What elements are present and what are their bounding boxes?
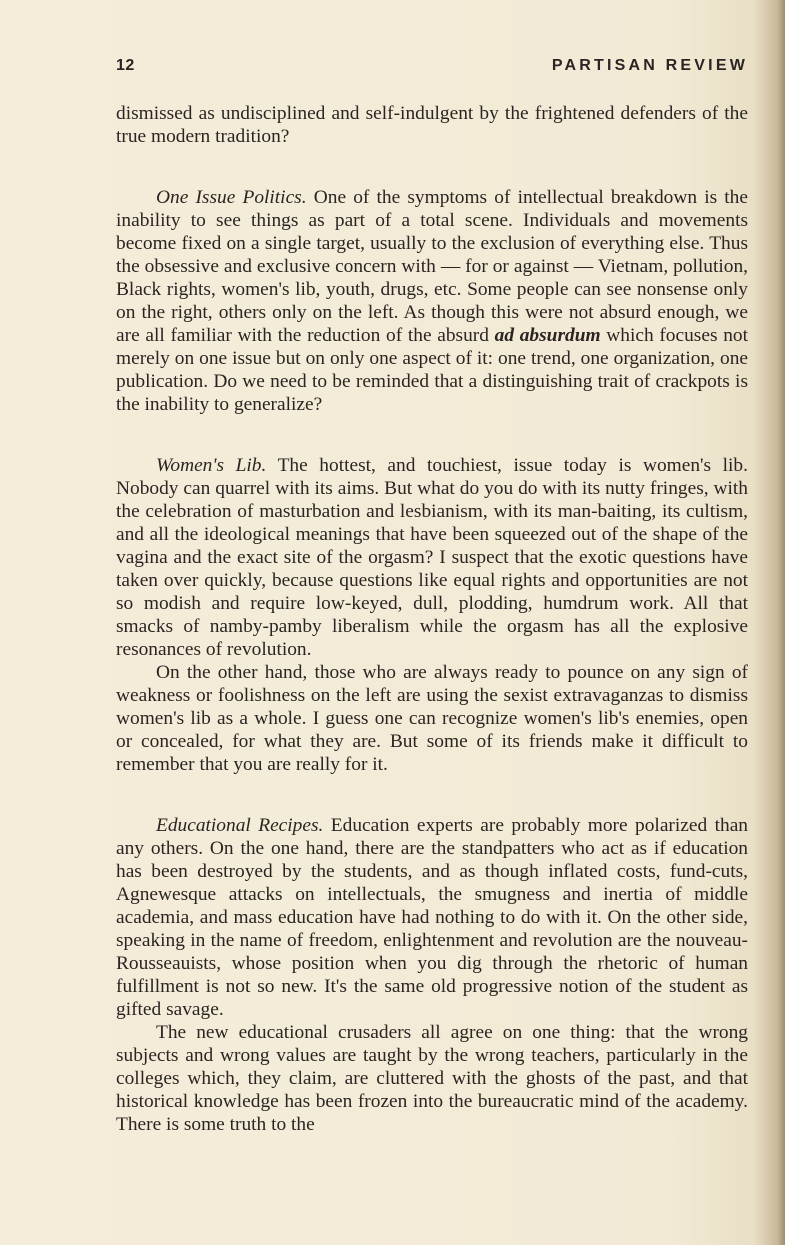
- text-run: which focuses not merely on one issue but on only one aspect of it: one trend, one organization, one publication. Do we need to be reminded that a distinguishing trait of crackpots is the inability to generalize?: [116, 325, 748, 415]
- section-paragraph: [116, 661, 748, 776]
- text-run: The hottest, and touchiest, issue today is women's lib. Nobody can quarrel with its aims. But what do you do with its nutty fringes, with the celebration of masturbation and lesbianism, with its man-baiting, its cultism, and all the ideological meanings that have been squeezed out of the shape of the vagina and the exact site of the orgasm? I suspect that the exotic questions have taken over quickly, because questions like equal rights and opportunities are not so modish and require low-keyed, dull, plodding, humdrum work. All that smacks of namby-pamby liberalism while the orgasm has all the explosive resonances of revolution.: [116, 455, 748, 660]
- section-educational-recipes: [116, 814, 748, 1136]
- section-paragraph: [116, 1021, 748, 1136]
- lead-paragraph: dismissed as undisciplined and self-indulgent by the frightened defenders of the true modern tradition?: [116, 103, 748, 147]
- text-run: The new educational crusaders all agree on one thing: that the wrong subjects and wrong values are taught by the wrong teachers, particularly in the colleges which, they claim, are cluttered with the ghosts of the past, and that historical knowledge has been frozen into the bureaucratic mind of the academy. There is some truth to the: [116, 1022, 748, 1135]
- section-title: Educational Recipes.: [156, 815, 324, 836]
- text-run: On the other hand, those who are always ready to pounce on any sign of weakness or foolishness on the left are using the sexist extravaganzas to dismiss women's lib as a whole. I guess one can recognize women's lib's enemies, open or concealed, for what they are. But some of its friends make it difficult to remember that you are really for it.: [116, 662, 748, 775]
- section-paragraph: [116, 814, 748, 1021]
- section-title: One Issue Politics.: [156, 187, 307, 208]
- section-paragraph: [116, 186, 748, 416]
- page-header: [116, 57, 748, 85]
- text-run: One of the symptoms of intellectual breakdown is the inability to see things as part of a total scene. Individuals and movements become fixed on a single target, usually to the exclusion of everything else. Thus the obsessive and exclusive concern with — for or against — Vietnam, pollution, Black rights, women's lib, youth, drugs, etc. Some people can see nonsense only on the right, others only on the left. As though this were not absurd enough, we are all familiar with the reduction of the absurd: [116, 187, 748, 346]
- section-one-issue-politics: [116, 186, 748, 416]
- page-number: 12: [116, 57, 135, 74]
- body-text: [116, 102, 748, 1136]
- italic-phrase: ad absurdum: [494, 325, 601, 346]
- running-head: PARTISAN REVIEW: [551, 57, 748, 74]
- text-run: Education experts are probably more polarized than any others. On the one hand, there are the standpatters who act as if education has been destroyed by the students, and as though inflated costs, fund-cuts, Agnewesque attacks on intellectuals, the smugness and inertia of middle academia, and mass education have had nothing to do with it. On the other side, speaking in the name of freedom, enlightenment and revolution are the nouveau-Rousseauists, whose position when you dig through the rhetoric of human fulfillment is not so new. It's the same old progressive notion of the student as gifted savage.: [116, 815, 748, 1020]
- section-womens-lib: [116, 454, 748, 776]
- section-title: Women's Lib.: [156, 455, 267, 476]
- section-paragraph: [116, 454, 748, 661]
